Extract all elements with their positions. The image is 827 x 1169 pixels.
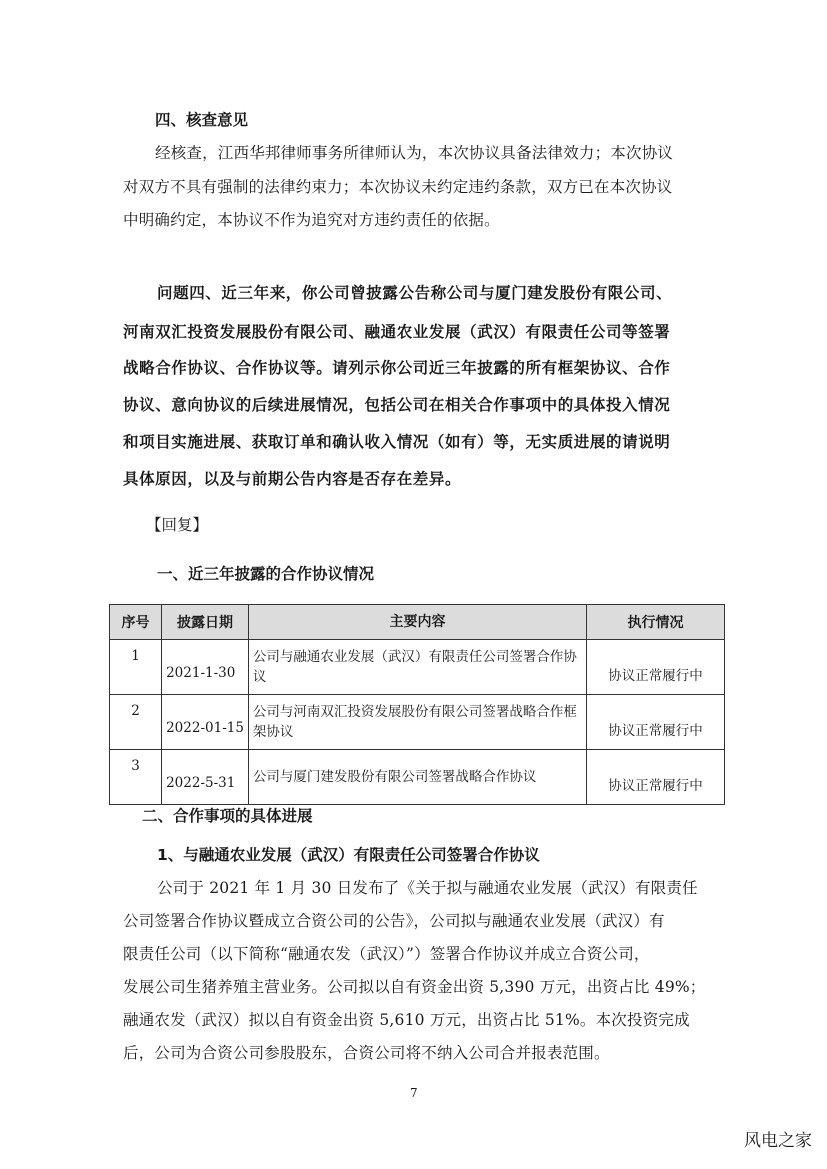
- row-status: 协议正常履行中: [587, 750, 725, 805]
- row-content: 公司与融通农业发展（武汉）有限责任公司签署合作协议: [248, 640, 586, 695]
- table-header-row: [110, 605, 725, 640]
- paragraph-line: 公司签署合作协议暨成立合资公司的公告》，公司拟与融通农业发展（武汉）有: [123, 912, 665, 930]
- paragraph-line: 限责任公司（以下简称“融通农发（武汉）”）签署合作协议并成立合资公司，: [123, 945, 650, 963]
- paragraph-line: 对双方不具有强制的法律约束力；本次协议未约定违约条款，双方已在本次协议: [123, 178, 673, 196]
- row-status: 协议正常履行中: [587, 640, 725, 695]
- table-row: [110, 750, 725, 805]
- subsection-heading-item-1: 1、与融通农业发展（武汉）有限责任公司签署合作协议: [157, 846, 540, 864]
- header-status: 执行情况: [587, 605, 725, 640]
- question-line: 河南双汇投资发展股份有限公司、融通农业发展（武汉）有限责任公司等签署: [123, 323, 671, 341]
- reply-label: 【回复】: [146, 516, 209, 534]
- paragraph-line: 融通农发（武汉）拟以自有资金出资 5,610 万元，出资占比 51%。本次投资完成: [123, 1011, 690, 1029]
- question-line: 和项目实施进展、获取订单和确认收入情况（如有）等，无实质进展的请说明: [123, 433, 671, 451]
- question-line: 战略合作协议、合作协议等。请列示你公司近三年披露的所有框架协议、合作: [123, 359, 671, 377]
- subsection-heading-agreements: 一、近三年披露的合作协议情况: [157, 565, 375, 583]
- question-line: 具体原因，以及与前期公告内容是否存在差异。: [123, 470, 462, 488]
- header-no: 序号: [110, 605, 162, 640]
- row-content: 公司与河南双汇投资发展股份有限公司签署战略合作框架协议: [248, 695, 586, 750]
- row-date: 2021-1-30: [162, 640, 249, 695]
- row-no: 1: [110, 640, 162, 695]
- header-content: 主要内容: [248, 605, 586, 640]
- agreements-table: [109, 604, 725, 805]
- question-line: 问题四、近三年来，你公司曾披露公告称公司与厦门建发股份有限公司、: [157, 284, 673, 302]
- paragraph-line: 后，公司为合资公司参股股东，合资公司将不纳入公司合并报表范围。: [123, 1044, 610, 1062]
- subsection-heading-progress: 二、合作事项的具体进展: [142, 807, 313, 825]
- page-number: 7: [410, 1086, 418, 1100]
- question-line: 协议、意向协议的后续进展情况，包括公司在相关合作事项中的具体投入情况: [123, 396, 671, 414]
- row-no: 2: [110, 695, 162, 750]
- section-heading-verification: 四、核查意见: [155, 111, 249, 129]
- row-no: 3: [110, 750, 162, 805]
- table-row: [110, 640, 725, 695]
- row-date: 2022-5-31: [162, 750, 249, 805]
- paragraph-line: 公司于 2021 年 1 月 30 日发布了《关于拟与融通农业发展（武汉）有限责任: [157, 879, 698, 897]
- paragraph-line: 中明确约定，本协议不作为追究对方违约责任的依据。: [123, 211, 500, 229]
- paragraph-line: 发展公司生猪养殖主营业务。公司拟以自有资金出资 5,390 万元，出资占比 49%；: [123, 978, 706, 996]
- row-content: 公司与厦门建发股份有限公司签署战略合作协议: [248, 750, 586, 805]
- row-status: 协议正常履行中: [587, 695, 725, 750]
- table-row: [110, 695, 725, 750]
- watermark-text: 风电之家: [744, 1131, 812, 1151]
- row-date: 2022-01-15: [162, 695, 249, 750]
- header-date: 披露日期: [162, 605, 249, 640]
- paragraph-line: 经核查，江西华邦律师事务所律师认为，本次协议具备法律效力；本次协议: [155, 144, 674, 162]
